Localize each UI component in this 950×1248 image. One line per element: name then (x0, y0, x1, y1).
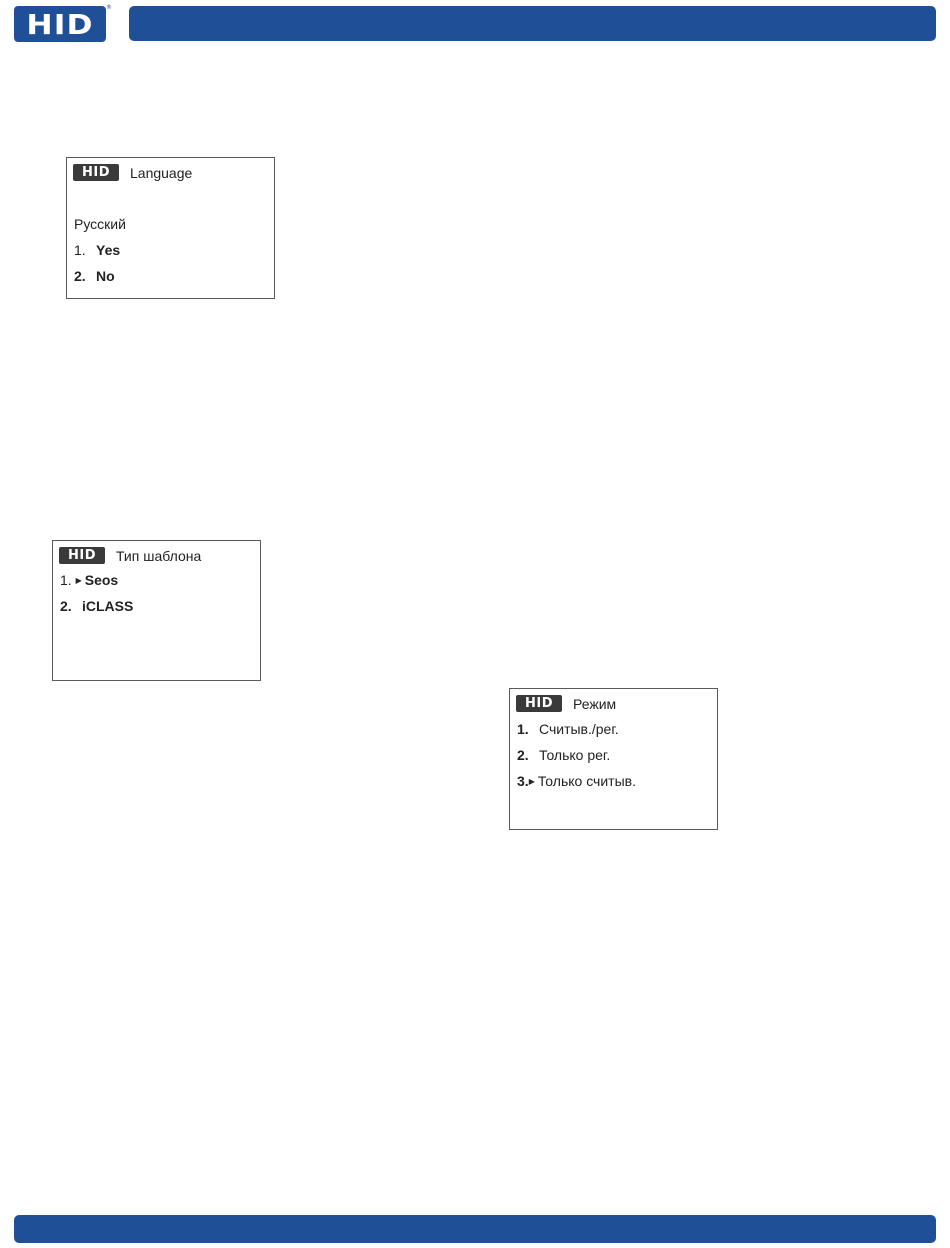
hid-logo (14, 4, 113, 42)
header-bar (129, 6, 936, 41)
option-number: 2. (517, 747, 529, 763)
option-label: Только рег. (539, 747, 611, 763)
template-type-screen (52, 540, 261, 681)
option-yes[interactable] (74, 242, 120, 258)
option-number: 3. (517, 773, 529, 789)
option-number: 2. (60, 598, 72, 614)
hid-mini-logo: HID (59, 547, 105, 564)
screen-title: Тип шаблона (116, 547, 202, 564)
option-label: Seos (84, 572, 119, 588)
registered-mark: ® (106, 4, 113, 11)
option-iclass[interactable] (60, 598, 133, 614)
option-number: 1. (517, 721, 529, 737)
language-screen (66, 157, 275, 299)
option-label: No (96, 268, 115, 284)
option-number: 2. (74, 268, 86, 284)
screen-title: Режим (573, 695, 617, 712)
selection-arrow-icon: ▶ (75, 576, 82, 585)
option-seos[interactable] (60, 572, 118, 588)
option-label: iCLASS (82, 598, 134, 614)
option-register-only[interactable] (517, 747, 610, 763)
hid-mini-logo: HID (73, 164, 119, 181)
selection-arrow-icon: ▶ (528, 777, 535, 786)
screen-header (516, 695, 616, 712)
option-number: 1. (60, 572, 72, 588)
footer-bar (14, 1215, 936, 1243)
option-label: Yes (96, 242, 121, 258)
option-number: 1. (74, 242, 86, 258)
option-label: Считыв./рег. (539, 721, 619, 737)
hid-logo-text: HID (26, 7, 94, 41)
screen-header (73, 164, 192, 181)
screen-title: Language (130, 164, 193, 181)
hid-mini-logo: HID (516, 695, 562, 712)
option-label: Только считыв. (537, 773, 636, 789)
option-no[interactable] (74, 268, 115, 284)
option-read-only[interactable] (517, 773, 636, 789)
option-read-register[interactable] (517, 721, 619, 737)
screen-header (59, 547, 201, 564)
language-prompt: Русский (74, 216, 126, 232)
mode-screen (509, 688, 718, 830)
